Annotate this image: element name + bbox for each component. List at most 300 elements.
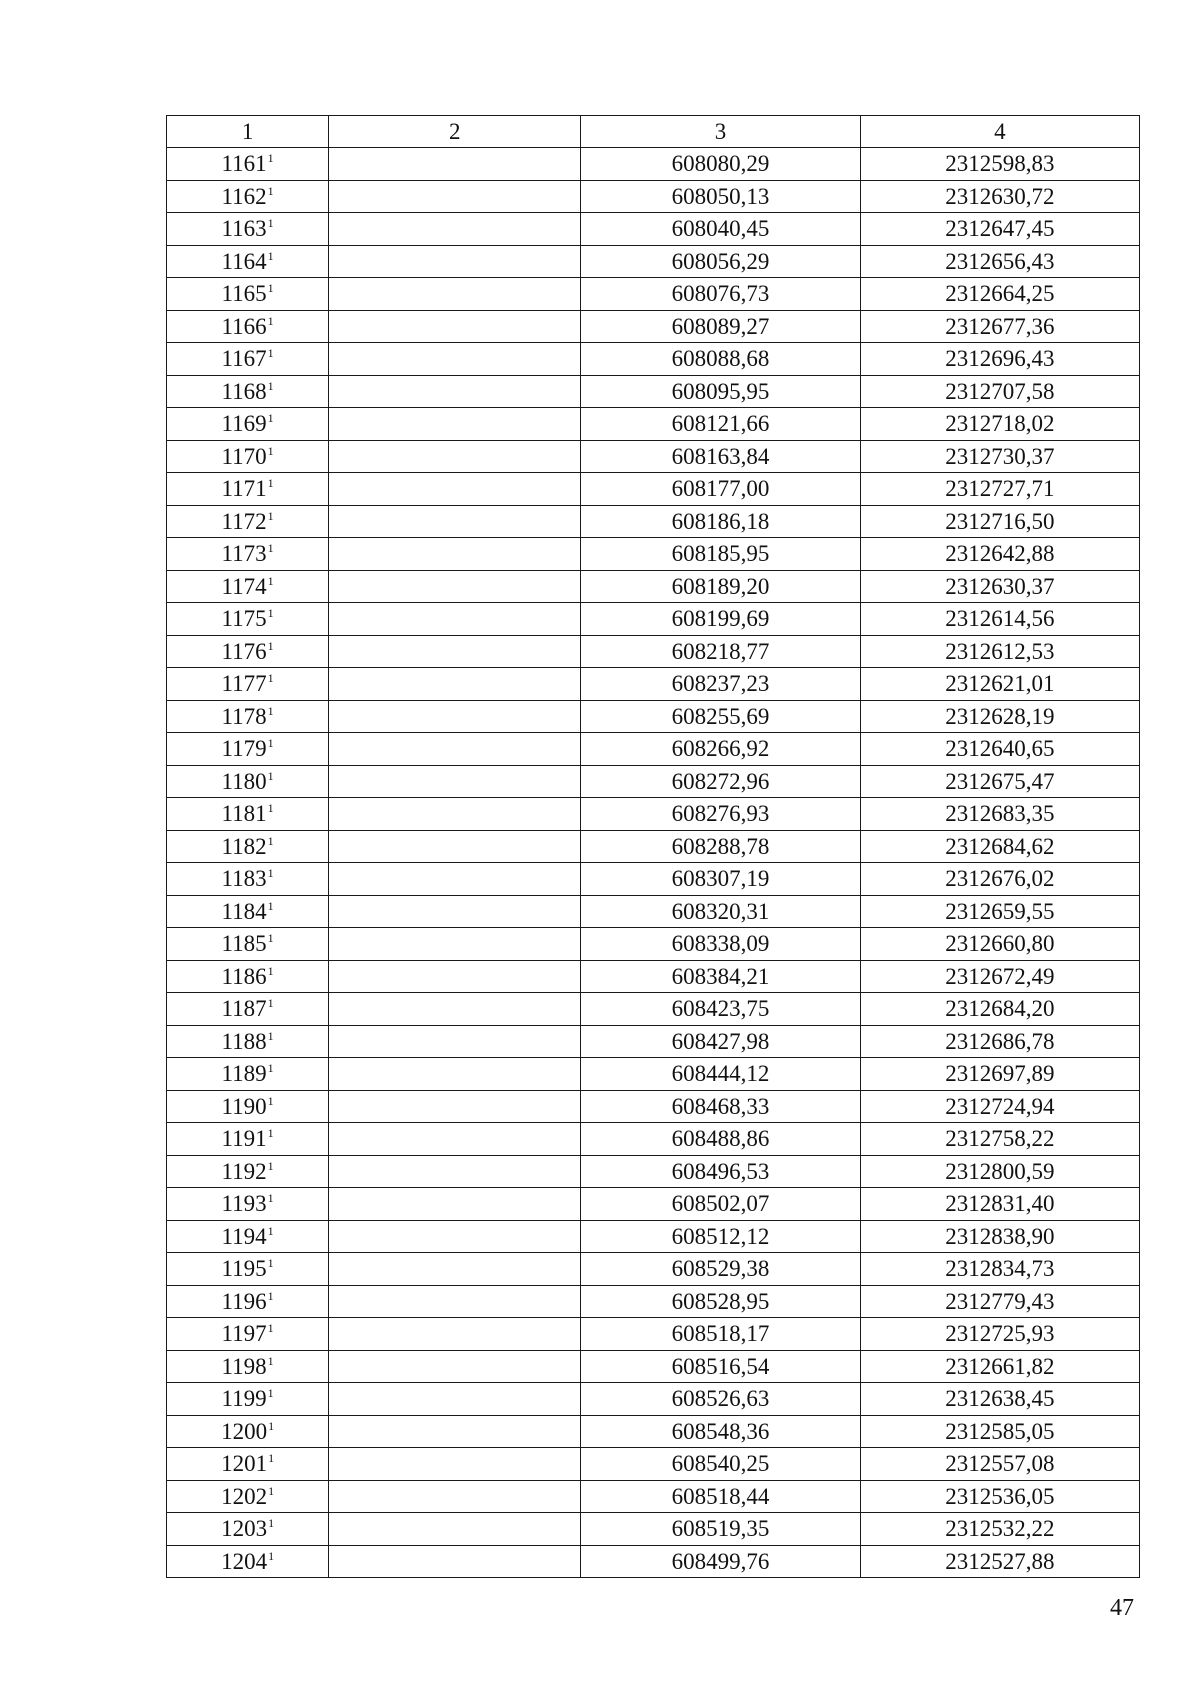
y-coordinate-cell: 2312697,89 <box>860 1058 1139 1091</box>
point-superscript: 1 <box>268 1451 275 1466</box>
point-superscript: 1 <box>267 866 274 881</box>
point-superscript: 1 <box>267 573 274 588</box>
x-coordinate-cell: 608076,73 <box>581 278 860 311</box>
point-number-cell <box>167 310 329 343</box>
point-number-cell <box>167 603 329 636</box>
point-number: 1190 <box>221 1093 267 1119</box>
column-2-cell <box>329 1383 581 1416</box>
x-coordinate-cell: 608496,53 <box>581 1155 860 1188</box>
column-2-cell <box>329 1415 581 1448</box>
point-superscript: 1 <box>267 1288 274 1303</box>
column-2-cell <box>329 1350 581 1383</box>
point-number: 1176 <box>221 638 267 664</box>
table-row <box>167 733 1140 766</box>
y-coordinate-cell: 2312614,56 <box>860 603 1139 636</box>
table-row <box>167 1318 1140 1351</box>
point-superscript: 1 <box>267 801 274 816</box>
point-superscript: 1 <box>267 703 274 718</box>
point-number: 1173 <box>221 541 267 567</box>
y-coordinate-cell: 2312536,05 <box>860 1480 1139 1513</box>
point-superscript: 1 <box>267 736 274 751</box>
point-number: 1193 <box>221 1191 267 1217</box>
column-2-cell <box>329 1220 581 1253</box>
x-coordinate-cell: 608050,13 <box>581 180 860 213</box>
point-number-cell <box>167 1058 329 1091</box>
table-row <box>167 1090 1140 1123</box>
point-number-cell <box>167 538 329 571</box>
x-coordinate-cell: 608518,17 <box>581 1318 860 1351</box>
point-superscript: 1 <box>267 151 274 166</box>
table-row <box>167 830 1140 863</box>
x-coordinate-cell: 608423,75 <box>581 993 860 1026</box>
column-2-cell <box>329 1123 581 1156</box>
table-row <box>167 538 1140 571</box>
y-coordinate-cell: 2312676,02 <box>860 863 1139 896</box>
point-superscript: 1 <box>267 931 274 946</box>
y-coordinate-cell: 2312718,02 <box>860 408 1139 441</box>
table-row <box>167 1383 1140 1416</box>
point-number: 1164 <box>221 248 267 274</box>
point-number-cell <box>167 928 329 961</box>
y-coordinate-cell: 2312675,47 <box>860 765 1139 798</box>
point-number-cell <box>167 798 329 831</box>
point-number: 1182 <box>221 833 267 859</box>
x-coordinate-cell: 608163,84 <box>581 440 860 473</box>
point-superscript: 1 <box>267 508 274 523</box>
y-coordinate-cell: 2312612,53 <box>860 635 1139 668</box>
point-number: 1169 <box>221 411 267 437</box>
column-2-cell <box>329 1188 581 1221</box>
point-superscript: 1 <box>267 1061 274 1076</box>
point-superscript: 1 <box>267 963 274 978</box>
column-2-cell <box>329 603 581 636</box>
point-superscript: 1 <box>267 378 274 393</box>
point-number: 1196 <box>221 1288 267 1314</box>
point-superscript: 1 <box>267 996 274 1011</box>
point-number-cell <box>167 343 329 376</box>
table-row <box>167 1253 1140 1286</box>
point-number: 1203 <box>221 1516 268 1542</box>
point-number: 1163 <box>221 216 267 242</box>
point-superscript: 1 <box>267 443 274 458</box>
table-row <box>167 1513 1140 1546</box>
point-number: 1167 <box>221 346 267 372</box>
point-superscript: 1 <box>267 183 274 198</box>
x-coordinate-cell: 608185,95 <box>581 538 860 571</box>
point-number-cell <box>167 1123 329 1156</box>
x-coordinate-cell: 608186,18 <box>581 505 860 538</box>
point-number-cell <box>167 993 329 1026</box>
point-number-cell <box>167 1155 329 1188</box>
point-number-cell <box>167 570 329 603</box>
table-row <box>167 473 1140 506</box>
y-coordinate-cell: 2312628,19 <box>860 700 1139 733</box>
point-number: 1172 <box>221 508 267 534</box>
table-row <box>167 1415 1140 1448</box>
column-2-cell <box>329 1318 581 1351</box>
header-row <box>167 116 1140 148</box>
point-number-cell <box>167 1480 329 1513</box>
column-2-cell <box>329 1448 581 1481</box>
point-superscript: 1 <box>267 671 274 686</box>
point-number-cell <box>167 960 329 993</box>
table-row <box>167 798 1140 831</box>
table-row <box>167 1545 1140 1578</box>
column-2-cell <box>329 798 581 831</box>
column-2-cell <box>329 213 581 246</box>
point-superscript: 1 <box>267 248 274 263</box>
table-row <box>167 375 1140 408</box>
point-number-cell <box>167 1285 329 1318</box>
y-coordinate-cell: 2312659,55 <box>860 895 1139 928</box>
table-row <box>167 1448 1140 1481</box>
x-coordinate-cell: 608272,96 <box>581 765 860 798</box>
point-superscript: 1 <box>267 606 274 621</box>
point-number: 1183 <box>221 866 267 892</box>
table-row <box>167 408 1140 441</box>
column-2-cell <box>329 700 581 733</box>
x-coordinate-cell: 608518,44 <box>581 1480 860 1513</box>
point-number: 1188 <box>221 1028 267 1054</box>
y-coordinate-cell: 2312598,83 <box>860 148 1139 181</box>
y-coordinate-cell: 2312831,40 <box>860 1188 1139 1221</box>
point-superscript: 1 <box>268 1548 275 1563</box>
x-coordinate-cell: 608095,95 <box>581 375 860 408</box>
x-coordinate-cell: 608189,20 <box>581 570 860 603</box>
column-2-cell <box>329 278 581 311</box>
y-coordinate-cell: 2312532,22 <box>860 1513 1139 1546</box>
y-coordinate-cell: 2312630,72 <box>860 180 1139 213</box>
y-coordinate-cell: 2312683,35 <box>860 798 1139 831</box>
point-number: 1186 <box>221 963 267 989</box>
point-number: 1191 <box>221 1126 267 1152</box>
table-row <box>167 1123 1140 1156</box>
column-2-cell <box>329 765 581 798</box>
table-row <box>167 1025 1140 1058</box>
point-number-cell <box>167 635 329 668</box>
point-number: 1194 <box>221 1223 267 1249</box>
table-row <box>167 960 1140 993</box>
column-2-cell <box>329 635 581 668</box>
column-2-cell <box>329 1025 581 1058</box>
point-number-cell <box>167 668 329 701</box>
x-coordinate-cell: 608089,27 <box>581 310 860 343</box>
table-row <box>167 440 1140 473</box>
point-superscript: 1 <box>267 1158 274 1173</box>
column-2-cell <box>329 895 581 928</box>
point-number-cell <box>167 278 329 311</box>
x-coordinate-cell: 608548,36 <box>581 1415 860 1448</box>
point-number-cell <box>167 473 329 506</box>
column-2-cell <box>329 1058 581 1091</box>
x-coordinate-cell: 608516,54 <box>581 1350 860 1383</box>
column-2-cell <box>329 440 581 473</box>
point-number: 1161 <box>221 151 267 177</box>
x-coordinate-cell: 608056,29 <box>581 245 860 278</box>
point-superscript: 1 <box>267 476 274 491</box>
column-header-1: 1 <box>167 116 329 148</box>
point-number-cell <box>167 1383 329 1416</box>
column-2-cell <box>329 180 581 213</box>
x-coordinate-cell: 608529,38 <box>581 1253 860 1286</box>
y-coordinate-cell: 2312686,78 <box>860 1025 1139 1058</box>
point-number: 1201 <box>221 1451 268 1477</box>
x-coordinate-cell: 608266,92 <box>581 733 860 766</box>
point-number: 1195 <box>221 1256 267 1282</box>
table-row <box>167 1058 1140 1091</box>
table-row <box>167 863 1140 896</box>
point-superscript: 1 <box>267 1126 274 1141</box>
y-coordinate-cell: 2312779,43 <box>860 1285 1139 1318</box>
point-superscript: 1 <box>268 1418 275 1433</box>
point-number: 1185 <box>221 931 267 957</box>
point-number-cell <box>167 1448 329 1481</box>
y-coordinate-cell: 2312664,25 <box>860 278 1139 311</box>
table-row <box>167 180 1140 213</box>
y-coordinate-cell: 2312642,88 <box>860 538 1139 571</box>
point-number: 1202 <box>221 1483 268 1509</box>
point-number: 1162 <box>221 183 267 209</box>
table-row <box>167 310 1140 343</box>
y-coordinate-cell: 2312725,93 <box>860 1318 1139 1351</box>
y-coordinate-cell: 2312621,01 <box>860 668 1139 701</box>
x-coordinate-cell: 608218,77 <box>581 635 860 668</box>
table-row <box>167 343 1140 376</box>
point-superscript: 1 <box>267 541 274 556</box>
column-header-3: 3 <box>581 116 860 148</box>
point-number-cell <box>167 245 329 278</box>
y-coordinate-cell: 2312557,08 <box>860 1448 1139 1481</box>
x-coordinate-cell: 608528,95 <box>581 1285 860 1318</box>
table-row <box>167 700 1140 733</box>
point-number-cell <box>167 830 329 863</box>
point-number: 1197 <box>221 1321 267 1347</box>
table-row <box>167 1350 1140 1383</box>
point-superscript: 1 <box>267 1028 274 1043</box>
point-number: 1198 <box>221 1353 267 1379</box>
column-2-cell <box>329 505 581 538</box>
point-superscript: 1 <box>267 1321 274 1336</box>
table-row <box>167 213 1140 246</box>
point-superscript: 1 <box>267 313 274 328</box>
table-row <box>167 245 1140 278</box>
column-2-cell <box>329 570 581 603</box>
point-number-cell <box>167 1220 329 1253</box>
table-row <box>167 148 1140 181</box>
point-number-cell <box>167 1415 329 1448</box>
y-coordinate-cell: 2312707,58 <box>860 375 1139 408</box>
point-number-cell <box>167 408 329 441</box>
point-number-cell <box>167 375 329 408</box>
x-coordinate-cell: 608526,63 <box>581 1383 860 1416</box>
point-superscript: 1 <box>267 1353 274 1368</box>
table-row <box>167 895 1140 928</box>
point-number-cell <box>167 1025 329 1058</box>
point-number-cell <box>167 1545 329 1578</box>
point-number: 1189 <box>221 1061 267 1087</box>
y-coordinate-cell: 2312716,50 <box>860 505 1139 538</box>
table-row <box>167 278 1140 311</box>
point-number-cell <box>167 440 329 473</box>
x-coordinate-cell: 608177,00 <box>581 473 860 506</box>
x-coordinate-cell: 608237,23 <box>581 668 860 701</box>
column-2-cell <box>329 1090 581 1123</box>
y-coordinate-cell: 2312585,05 <box>860 1415 1139 1448</box>
point-number-cell <box>167 765 329 798</box>
point-superscript: 1 <box>268 1516 275 1531</box>
point-number-cell <box>167 1090 329 1123</box>
column-2-cell <box>329 863 581 896</box>
table-row <box>167 1285 1140 1318</box>
point-number: 1178 <box>221 703 267 729</box>
column-2-cell <box>329 375 581 408</box>
point-number-cell <box>167 733 329 766</box>
table-row <box>167 765 1140 798</box>
x-coordinate-cell: 608276,93 <box>581 798 860 831</box>
point-number: 1184 <box>221 898 267 924</box>
column-2-cell <box>329 343 581 376</box>
x-coordinate-cell: 608080,29 <box>581 148 860 181</box>
point-superscript: 1 <box>267 898 274 913</box>
point-superscript: 1 <box>267 1386 274 1401</box>
point-superscript: 1 <box>267 1093 274 1108</box>
point-superscript: 1 <box>267 216 274 231</box>
point-superscript: 1 <box>267 1191 274 1206</box>
point-number-cell <box>167 180 329 213</box>
x-coordinate-cell: 608384,21 <box>581 960 860 993</box>
point-superscript: 1 <box>267 346 274 361</box>
x-coordinate-cell: 608121,66 <box>581 408 860 441</box>
point-superscript: 1 <box>267 768 274 783</box>
x-coordinate-cell: 608540,25 <box>581 1448 860 1481</box>
x-coordinate-cell: 608088,68 <box>581 343 860 376</box>
y-coordinate-cell: 2312661,82 <box>860 1350 1139 1383</box>
table-row <box>167 1155 1140 1188</box>
table-row <box>167 635 1140 668</box>
y-coordinate-cell: 2312758,22 <box>860 1123 1139 1156</box>
y-coordinate-cell: 2312647,45 <box>860 213 1139 246</box>
point-number-cell <box>167 895 329 928</box>
y-coordinate-cell: 2312696,43 <box>860 343 1139 376</box>
point-number-cell <box>167 1513 329 1546</box>
y-coordinate-cell: 2312730,37 <box>860 440 1139 473</box>
table-row <box>167 570 1140 603</box>
point-superscript: 1 <box>267 1223 274 1238</box>
point-number: 1192 <box>221 1158 267 1184</box>
y-coordinate-cell: 2312672,49 <box>860 960 1139 993</box>
point-number: 1177 <box>221 671 267 697</box>
x-coordinate-cell: 608427,98 <box>581 1025 860 1058</box>
point-number: 1181 <box>221 801 267 827</box>
point-number-cell <box>167 1253 329 1286</box>
point-number-cell <box>167 863 329 896</box>
x-coordinate-cell: 608320,31 <box>581 895 860 928</box>
x-coordinate-cell: 608488,86 <box>581 1123 860 1156</box>
point-number-cell <box>167 1188 329 1221</box>
point-number: 1187 <box>221 996 267 1022</box>
column-2-cell <box>329 830 581 863</box>
y-coordinate-cell: 2312834,73 <box>860 1253 1139 1286</box>
point-superscript: 1 <box>267 1256 274 1271</box>
point-number: 1168 <box>221 378 267 404</box>
page-number: 47 <box>1110 1595 1134 1621</box>
column-2-cell <box>329 668 581 701</box>
point-number: 1199 <box>221 1386 267 1412</box>
x-coordinate-cell: 608519,35 <box>581 1513 860 1546</box>
point-superscript: 1 <box>268 1483 275 1498</box>
x-coordinate-cell: 608499,76 <box>581 1545 860 1578</box>
y-coordinate-cell: 2312660,80 <box>860 928 1139 961</box>
table-header <box>167 116 1140 148</box>
table-row <box>167 1220 1140 1253</box>
column-2-cell <box>329 1513 581 1546</box>
point-number: 1166 <box>221 313 267 339</box>
column-2-cell <box>329 1285 581 1318</box>
column-2-cell <box>329 310 581 343</box>
table-row <box>167 1188 1140 1221</box>
point-superscript: 1 <box>267 281 274 296</box>
table-row <box>167 603 1140 636</box>
point-number: 1175 <box>221 606 267 632</box>
y-coordinate-cell: 2312800,59 <box>860 1155 1139 1188</box>
x-coordinate-cell: 608512,12 <box>581 1220 860 1253</box>
point-number: 1200 <box>221 1418 268 1444</box>
table-row <box>167 993 1140 1026</box>
point-number: 1170 <box>221 443 267 469</box>
table-body <box>167 148 1140 1578</box>
y-coordinate-cell: 2312640,65 <box>860 733 1139 766</box>
column-2-cell <box>329 1480 581 1513</box>
y-coordinate-cell: 2312630,37 <box>860 570 1139 603</box>
x-coordinate-cell: 608468,33 <box>581 1090 860 1123</box>
point-number-cell <box>167 700 329 733</box>
column-2-cell <box>329 1545 581 1578</box>
table-row <box>167 928 1140 961</box>
point-number: 1165 <box>221 281 267 307</box>
table-row <box>167 505 1140 538</box>
y-coordinate-cell: 2312727,71 <box>860 473 1139 506</box>
point-number: 1204 <box>221 1548 268 1574</box>
x-coordinate-cell: 608255,69 <box>581 700 860 733</box>
column-2-cell <box>329 538 581 571</box>
point-number: 1179 <box>221 736 267 762</box>
y-coordinate-cell: 2312527,88 <box>860 1545 1139 1578</box>
column-2-cell <box>329 408 581 441</box>
y-coordinate-cell: 2312838,90 <box>860 1220 1139 1253</box>
x-coordinate-cell: 608199,69 <box>581 603 860 636</box>
column-2-cell <box>329 733 581 766</box>
point-number-cell <box>167 1318 329 1351</box>
column-2-cell <box>329 245 581 278</box>
y-coordinate-cell: 2312684,62 <box>860 830 1139 863</box>
point-superscript: 1 <box>267 833 274 848</box>
x-coordinate-cell: 608288,78 <box>581 830 860 863</box>
point-number: 1174 <box>221 573 267 599</box>
x-coordinate-cell: 608307,19 <box>581 863 860 896</box>
point-number: 1171 <box>221 476 267 502</box>
column-2-cell <box>329 928 581 961</box>
x-coordinate-cell: 608040,45 <box>581 213 860 246</box>
column-2-cell <box>329 1253 581 1286</box>
x-coordinate-cell: 608444,12 <box>581 1058 860 1091</box>
y-coordinate-cell: 2312656,43 <box>860 245 1139 278</box>
column-2-cell <box>329 960 581 993</box>
column-header-2: 2 <box>329 116 581 148</box>
column-2-cell <box>329 148 581 181</box>
point-number-cell <box>167 1350 329 1383</box>
column-2-cell <box>329 473 581 506</box>
point-number-cell <box>167 148 329 181</box>
